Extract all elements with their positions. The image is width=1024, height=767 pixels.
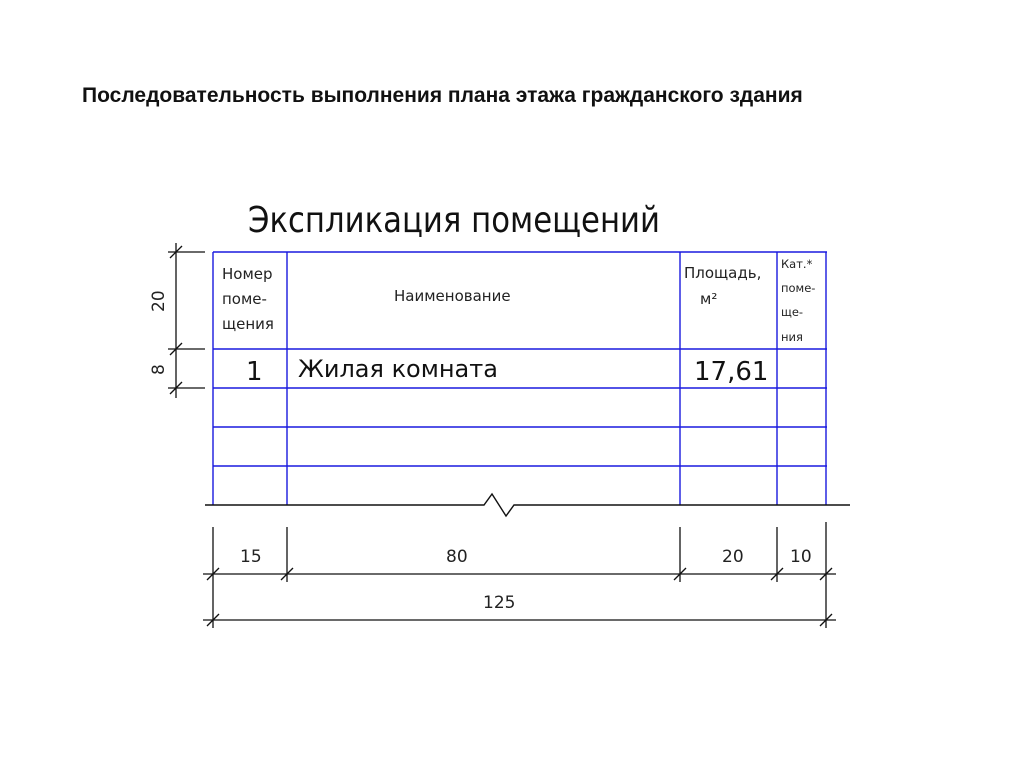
slide-title: Последовательность выполнения плана этажа гражданского здания: [82, 84, 803, 107]
dim-col2-width: 80: [446, 547, 468, 567]
horizontal-dimensions: [203, 522, 836, 628]
header-category-line-1: Кат.*: [781, 257, 813, 271]
dim-header-height: 20: [149, 290, 169, 312]
dim-row-height: 8: [149, 364, 169, 375]
header-number-line-1: Номер: [222, 265, 273, 283]
header-name: Наименование: [394, 287, 511, 305]
row-area: 17,61: [694, 357, 769, 387]
header-category-line-4: ния: [781, 330, 803, 344]
header-number-line-2: поме-: [222, 290, 267, 308]
dim-col3-width: 20: [722, 547, 744, 567]
header-category-line-3: ще-: [781, 305, 804, 319]
row-number: 1: [246, 357, 263, 387]
header-category-line-2: поме-: [781, 281, 816, 295]
table-title: Экспликация помещений: [248, 200, 660, 241]
dim-col1-width: 15: [240, 547, 262, 567]
row-name: Жилая комната: [298, 355, 498, 383]
header-area-line-1: Площадь,: [684, 264, 762, 282]
dim-total-width: 125: [483, 593, 516, 613]
dim-col4-width: 10: [790, 547, 812, 567]
header-number-line-3: щения: [222, 315, 274, 333]
header-area-line-2: м²: [700, 290, 718, 308]
break-line: [205, 494, 850, 516]
vertical-dimensions: [168, 243, 205, 398]
